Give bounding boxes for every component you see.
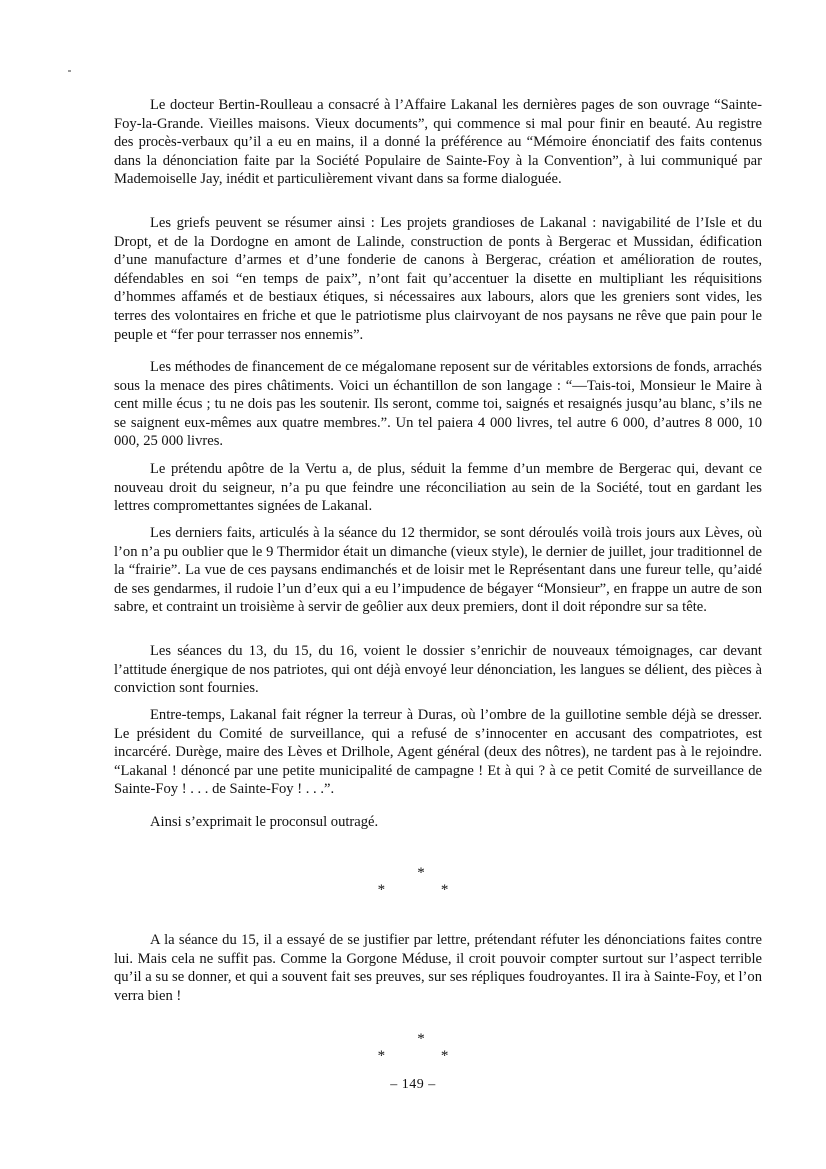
- paragraph-2: Les griefs peuvent se résumer ainsi : Les projets grandioses de Lakanal : navigabilité de l’Isle et du Dropt, et de la Dordogne en amont de Lalinde, construction de ponts à Bergerac et Mussidan, édification d’une manufacture d’armes et d’une fonderie de canons à Bergerac, création et amélioration de routes, défendables en soi “en temps de paix”, n’ont fait qu’accentuer la disette en multipliant les réquisitions d’hommes affamés et de bestiaux étiques, si nécessaires aux labours, alors que les greniers sont vides, les terres des volontaires en friche et que le patriotisme plus clairvoyant de nos paysans ne rêve que pain pour le peuple et “fer pour terrasser nos ennemis”.: [114, 215, 762, 343]
- paragraph-3: Les méthodes de financement de ce mégalomane reposent sur de véritables extorsions de fonds, arrachés sous la menace des pires châtiments. Voici un échantillon de son langage : “—Tais-toi, Monsieur le Maire à cent mille écus ; tu ne dois pas les soutenir. Ils seront, comme toi, saignés et resaignés jusqu’au blanc, s’ils ne se saignent eux-mêmes aux quatre membres.”. Un tel paiera 4 000 livres, tel autre 6 000, d’autres 8 000, 10 000, 25 000 livres.: [114, 359, 762, 450]
- separator-top-star: *: [417, 865, 425, 881]
- scan-speck: [68, 70, 71, 72]
- paragraph-8: Ainsi s’exprimait le proconsul outragé.: [150, 814, 379, 830]
- paragraph-7: Entre-temps, Lakanal fait régner la terreur à Duras, où l’ombre de la guillotine semble déjà se dresser. Le président du Comité de surveillance, qui a refusé de s’innocenter en accusant des compatriotes, est incarcéré. Durège, maire des Lèves et Drilhole, Agent général (deux des nôtres), ne tardent pas à le rejoindre. “Lakanal ! dénoncé par une petite municipalité de campagne ! Et à qui ? à ce petit Comité de surveillance de Sainte-Foy ! . . . de Sainte-Foy ! . . .”.: [114, 707, 762, 798]
- paragraph-6: Les séances du 13, du 15, du 16, voient le dossier s’enrichir de nouveaux témoignages, car devant l’attitude énergique de nos patriotes, qui ont déjà envoyé leur dénonciation, les langues se délient, des pièces à conviction sont fournies.: [114, 643, 762, 697]
- separator-top-star: *: [417, 1031, 425, 1047]
- paragraph-5: Les derniers faits, articulés à la séance du 12 thermidor, se sont déroulés voilà trois jours aux Lèves, où l’on n’a pu oublier que le 9 Thermidor était un dimanche (vieux style), le dernier de juillet, jour traditionnel de la “frairie”. La vue de ces paysans endimanchés et de loisir met le Représentant dans une fureur telle, qu’aidé de ses gendarmes, il rudoie l’un d’eux qui a eu l’impudence de bégayer “Monsieur”, en frappe un autre de son sabre, et contraint un troisième à servir de geôlier aux deux premiers, dont il doit répondre sur sa tête.: [114, 525, 762, 616]
- separator-bottom-stars: * *: [377, 1048, 475, 1064]
- paragraph-1: Le docteur Bertin-Roulleau a consacré à l’Affaire Lakanal les dernières pages de son ouvrage “Sainte-Foy-la-Grande. Vieilles maisons. Vieux documents”, qui commence si mal pour finir en beauté. Au registre des procès-verbaux qu’il a eu en mains, il a donné la préférence au “Mémoire énonciatif des faits contenus dans la dénonciation faite par la Société Populaire de Sainte-Foy à la Convention”, à lui communiqué par Mademoiselle Jay, inédit et particulièrement vivant dans sa forme dialoguée.: [114, 97, 762, 188]
- page-number: – 149 –: [390, 1077, 436, 1092]
- paragraph-4: Le prétendu apôtre de la Vertu a, de plus, séduit la femme d’un membre de Bergerac qui, devant ce nouveau droit du seigneur, n’a pu que feindre une réconciliation au sein de la Société, tout en gardant les lettres compromettantes signées de Lakanal.: [114, 461, 762, 515]
- separator-bottom-stars: * *: [377, 882, 475, 898]
- paragraph-9: A la séance du 15, il a essayé de se justifier par lettre, prétendant réfuter les dénonciations faites contre lui. Mais cela ne suffit pas. Comme la Gorgone Méduse, il croit pouvoir compter surtout sur l’aspect terrible qu’il a su se donner, et qui a souvent fait ses preuves, sur ses répliques foudroyantes. Il ira à Sainte-Foy, et l’on verra bien !: [114, 932, 762, 1004]
- closing-separator-asterism: [0, 1032, 826, 1064]
- section-separator-asterism: [0, 866, 826, 898]
